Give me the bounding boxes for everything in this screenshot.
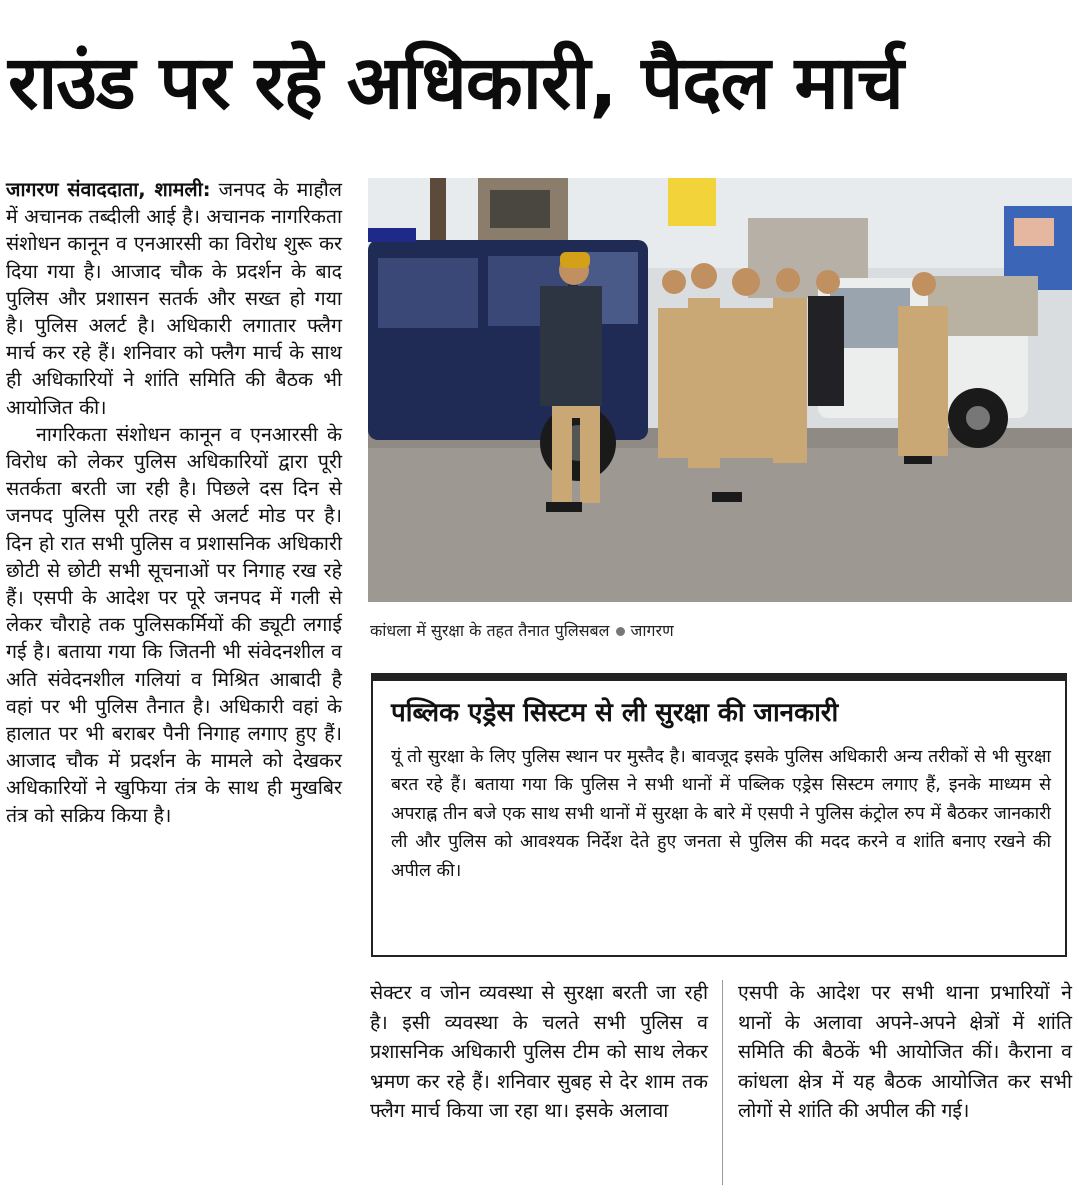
headline: राउंड पर रहे अधिकारी, पैदल मार्च [8,40,903,126]
box-title: पब्लिक एड्रेस सिस्टम से ली सुरक्षा की जानकारी [391,698,839,728]
sidebar-box [371,673,1067,957]
article-column-right: एसपी के आदेश पर सभी थाना प्रभारियों ने थानों के अलावा अपने-अपने क्षेत्रों में शांति समिति की बैठकें भी आयोजित कीं। कैराना व कांधला क्षेत्र में यह बैठक आयोजित कर सभी लोगों से शांति की अपील की गई। [738,981,1072,1123]
article-column-left [6,176,342,829]
box-body: यूं तो सुरक्षा के लिए पुलिस स्थान पर मुस्तैद है। बावजूद इसके पुलिस अधिकारी अन्य तरीकों से भी सुरक्षा बरत रहे हैं। बताया गया कि पुलिस ने सभी थानों में पब्लिक एड्रेस सिस्टम लगाए हैं, इनके माध्यम से अपराह्न तीन बजे एक साथ सभी थानों में सुरक्षा के बारे में एसपी ने पुलिस कंट्रोल रुप में बैठकर जानकारी ली और पुलिस को आवश्यक निर्देश देते हुए जनता से पुलिस की मदद करने व शांति बनाए रखने की अपील की। [391,747,1051,881]
police-photo-illustration [368,178,1072,602]
article-paragraph-2: नागरिकता संशोधन कानून व एनआरसी के विरोध को लेकर पुलिस अधिकारियों द्वारा पूरी सतर्कता बरती जा रही है। पिछले दस दिन से जनपद पुलिस पूरी तरह से अलर्ट मोड पर है। दिन हो रात सभी पुलिस व प्रशासनिक अधिकारी छोटी से छोटी सभी सूचनाओं पर निगाह रख रहे हैं। एसपी के आदेश पर पूरे जनपद में गली से लेकर चौराहे तक पुलिसकर्मियों की ड्यूटी लगाई गई है। बताया गया कि जितनी भी संवेदनशील व अति संवेदनशील गलियां व मिश्रित आबादी है वहां पर भी पुलिस तैनात है। अधिकारी वहां के हालात पर भी बराबर पैनी निगाह लगाए हुए हैं। आजाद चौक में प्रदर्शन के मामले को देखकर अधिकारियों ने खुफिया तंत्र के साथ ही मुखबिर तंत्र को सक्रिय किया है। [6,422,342,827]
photo-caption [370,620,1070,642]
news-photo [368,178,1072,602]
article-paragraph-1 [6,176,342,421]
caption-text: कांधला में सुरक्षा के तहत तैनात पुलिसबल [370,621,610,640]
bullet-dot-icon [616,627,625,636]
paragraph-1-text: जनपद के माहौल में अचानक तब्दीली आई है। अचानक नागरिकता संशोधन कानून व एनआरसी का विरोध शुरू कर दिया गया है। आजाद चौक के प्रदर्शन के बाद पुलिस और प्रशासन सतर्क और सख्त हो गया है। पुलिस अलर्ट है। अधिकारी लगातार फ्लैग मार्च कर रहे हैं। शनिवार को फ्लैग मार्च के साथ ही अधिकारियों ने शांति समिति की बैठक भी आयोजित की। [6,178,342,419]
byline: जागरण संवाददाता, शामली: [6,178,211,201]
article-column-middle: सेक्टर व जोन व्यवस्था से सुरक्षा बरती जा रही है। इसी व्यवस्था के चलते सभी पुलिस व प्रशासनिक अधिकारी पुलिस टीम को साथ लेकर भ्रमण कर रहे हैं। शनिवार सुबह से देर शाम तक फ्लैग मार्च किया जा रहा था। इसके अलावा [370,981,708,1123]
photo-credit: जागरण [630,621,674,640]
column-divider [722,980,723,1185]
box-top-rule [373,675,1065,681]
